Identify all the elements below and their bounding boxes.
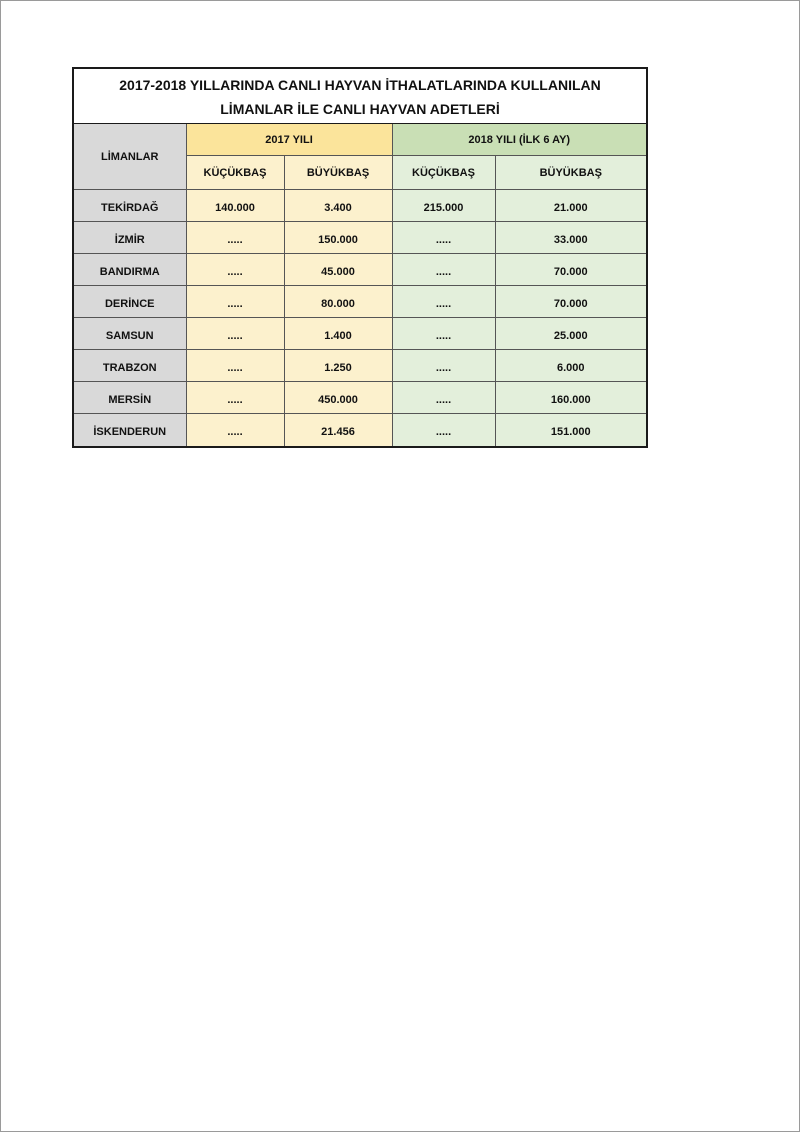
small-2018-value: ..... [392,382,495,414]
small-2017-value: ..... [186,222,284,254]
small-2017-value: 140.000 [186,190,284,222]
small-2018-value: ..... [392,222,495,254]
table-row [74,190,646,222]
large-2018-value: 25.000 [495,318,646,350]
table-row [74,222,646,254]
small-2017-value: ..... [186,350,284,382]
large-2017-value: 21.456 [284,414,392,446]
large-2017-value: 1.250 [284,350,392,382]
table-row [74,286,646,318]
livestock-import-table [72,67,648,448]
header-year-2017: 2017 YILI [186,124,392,156]
small-2018-value: 215.000 [392,190,495,222]
port-name: TEKİRDAĞ [74,190,186,222]
header-year-2018: 2018 YILI (İLK 6 AY) [392,124,646,156]
table-row [74,318,646,350]
header-small-2017: KÜÇÜKBAŞ [186,156,284,190]
large-2018-value: 70.000 [495,254,646,286]
small-2018-value: ..... [392,286,495,318]
header-large-2017: BÜYÜKBAŞ [284,156,392,190]
table-row [74,350,646,382]
small-2018-value: ..... [392,350,495,382]
small-2017-value: ..... [186,254,284,286]
large-2018-value: 21.000 [495,190,646,222]
small-2018-value: ..... [392,318,495,350]
small-2017-value: ..... [186,382,284,414]
port-name: DERİNCE [74,286,186,318]
small-2017-value: ..... [186,414,284,446]
title-line-1: 2017-2018 YILLARINDA CANLI HAYVAN İTHALATLARINDA KULLANILAN [119,77,601,93]
table-row [74,254,646,286]
large-2017-value: 450.000 [284,382,392,414]
large-2017-value: 3.400 [284,190,392,222]
large-2018-value: 160.000 [495,382,646,414]
port-name: İZMİR [74,222,186,254]
large-2018-value: 33.000 [495,222,646,254]
large-2017-value: 1.400 [284,318,392,350]
header-small-2018: KÜÇÜKBAŞ [392,156,495,190]
large-2018-value: 6.000 [495,350,646,382]
header-large-2018: BÜYÜKBAŞ [495,156,646,190]
table-row [74,414,646,446]
large-2017-value: 150.000 [284,222,392,254]
header-ports: LİMANLAR [74,124,186,190]
data-grid [74,124,646,446]
large-2017-value: 80.000 [284,286,392,318]
title-line-2: LİMANLAR İLE CANLI HAYVAN ADETLERİ [220,101,500,117]
large-2017-value: 45.000 [284,254,392,286]
small-2018-value: ..... [392,254,495,286]
small-2017-value: ..... [186,286,284,318]
port-name: İSKENDERUN [74,414,186,446]
small-2017-value: ..... [186,318,284,350]
table-row [74,382,646,414]
large-2018-value: 151.000 [495,414,646,446]
small-2018-value: ..... [392,414,495,446]
port-name: BANDIRMA [74,254,186,286]
header-row-years [74,124,646,156]
port-name: TRABZON [74,350,186,382]
port-name: MERSİN [74,382,186,414]
port-name: SAMSUN [74,318,186,350]
large-2018-value: 70.000 [495,286,646,318]
table-title [74,69,646,124]
